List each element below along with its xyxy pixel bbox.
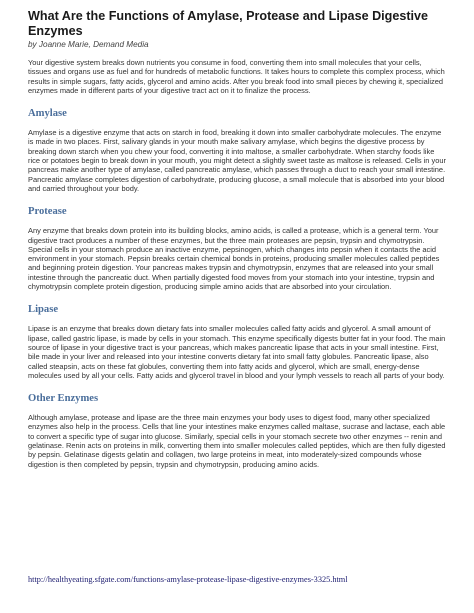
section-heading-lipase: Lipase [28, 304, 59, 316]
section-body-lipase: Lipase is an enzyme that breaks down dietary fats into smaller molecules called fatty acids and glycerol. A small amount of lipase, called gastric lipase, is made by cells in your stomach. This enzyme specifically digests butter fat in your food. The main source of lipase in your digestive tract is your pancreas, which makes pancreatic lipase that acts in your small intestine. First, bile made in your liver and released into your intestine converts dietary fat into small fatty globules. Pancreatic lipase, also called steapsin, acts on these fat globules, converting them into fatty acids and glycerol, which are small, energy-dense molecules used by all your cells. Fatty acids and glycerol travel in blood and your lymph vessels to reach all parts of your body. [28, 324, 446, 380]
section-body-protease: Any enzyme that breaks down protein into its building blocks, amino acids, is called a protease, which is a general term. Your digestive tract produces a number of these enzymes, but the three main proteases are pepsin, trypsin and chymotrypsin. Special cells in your stomach produce an inactive enzyme, pepsinogen, which changes into pepsin when it contacts the acid environment in your stomach. Pepsin breaks certain chemical bonds in proteins, producing smaller molecules called peptides and beginning protein digestion. Your pancreas makes trypsin and chymotrypsin, enzymes that are released into your small intestine through the pancreatic duct. When partially digested food moves from your stomach into your intestine, trypsin and chymotrypsin complete protein digestion, producing simple amino acids that are absorbed into your circulation. [28, 226, 440, 292]
section-heading-amylase: Amylase [28, 108, 67, 120]
source-url[interactable]: http://healthyeating.sfgate.com/functions-amylase-protease-lipase-digestive-enzymes-3325.html [28, 575, 348, 584]
intro-paragraph: Your digestive system breaks down nutrients you consume in food, converting them into small molecules that your cells, tissues and organs use as fuel and for hundreds of metabolic functions. It takes hours to complete this complex process, which results in simple sugars, fatty acids, glycerol and amino acids. After you break food into small pieces by chewing it, specialized enzymes made in different parts of your digestive tract act on it to finalize the process. [28, 58, 445, 95]
section-heading-other-enzymes: Other Enzymes [28, 393, 99, 405]
section-body-other-enzymes: Although amylase, protease and lipase are the three main enzymes your body uses to digest food, many other specialized enzymes also help in the process. Cells that line your intestines make enzymes called maltase, sucrase and lactase, each able to convert a specific type of sugar into glucose. Similarly, special cells in your stomach secrete two other enzymes -- renin and gelatinase. Renin acts on proteins in milk, converting them into smaller molecules called peptides, which are then fully digested by pepsin. Gelatinase digests gelatin and collagen, two large proteins in meat, into moderately-sized compounds whose digestion is then completed by pepsin, trypsin and chymotrypsin, producing amino acids. [28, 413, 446, 469]
article-byline: by Joanne Marie, Demand Media [28, 40, 149, 49]
section-heading-protease: Protease [28, 206, 67, 218]
article-title: What Are the Functions of Amylase, Protease and Lipase Digestive Enzymes [28, 9, 429, 38]
section-body-amylase: Amylase is a digestive enzyme that acts on starch in food, breaking it down into smaller carbohydrate molecules. The enzyme is made in two places. First, salivary glands in your mouth make salivary amylase, which begins the digestive process by breaking down starch when you chew your food, converting it into maltose, a smaller carbohydrate. When starchy foods like rice or potatoes begin to break down in your mouth, you might detect a slightly sweet taste as maltose is released. Cells in your pancreas make another type of amylase, called pancreatic amylase, which passes through a duct to reach your small intestine. Pancreatic amylase completes digestion of carbohydrate, producing glucose, a small molecule that is absorbed into your blood and carried throughout your body. [28, 128, 446, 193]
